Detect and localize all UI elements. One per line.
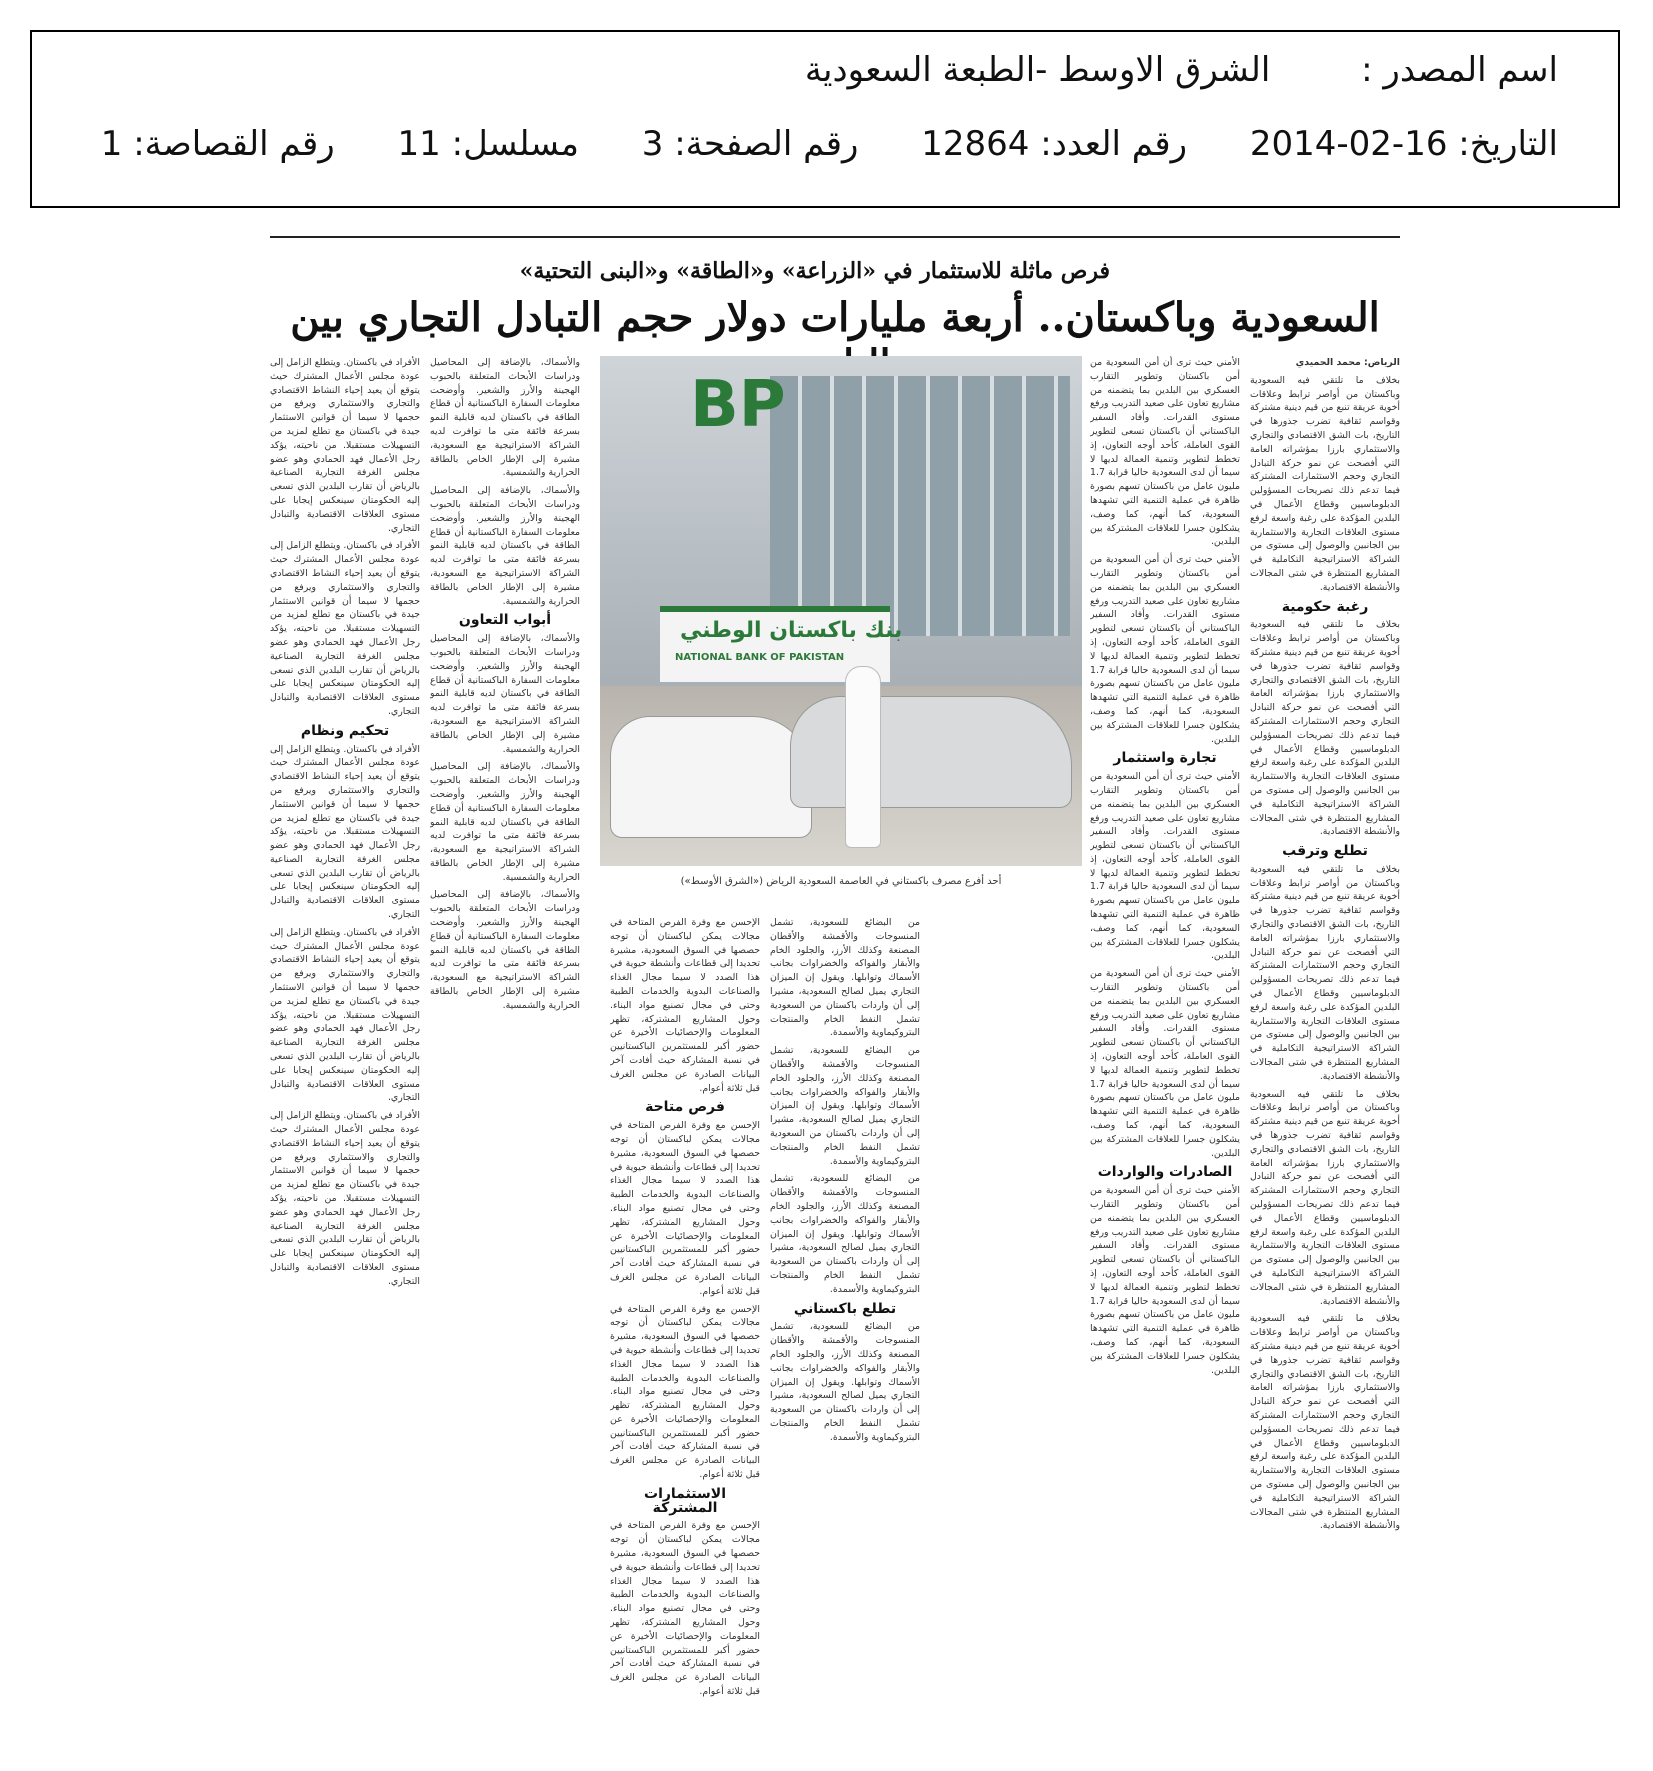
- paragraph: والأسماك، بالإضافة إلى المحاصيل ودراسات الأبحاث المتعلقة بالحبوب الهجينة والأرز والشعير. وأوضحت معلومات السفارة الباكستانية أن قطاع الطاقة في باكستان لديه قابلية النمو بسرعة فائقة متى ما توافرت لديه الشراكة الاستراتيجية مع السعودية، مشيرة إلى الإطار الخاص بالطاقة الحرارية والشمسية.: [430, 889, 580, 1011]
- silver-car: [790, 696, 1072, 808]
- subhead: تطلع باكستاني: [793, 1300, 897, 1317]
- clip-field: رقم القصاصة: 1: [100, 124, 335, 164]
- paragraph: الإحسن مع وفرة الفرص المتاحة في مجالات يمكن لباكستان أن توجه حصصها في السوق السعودية، مشيرة تحديدا إلى قطاعات وأنشطة حيوية في هذا الصدد لا سيما مجال الغذاء والصناعات البدوية والخدمات الطبية وحتى في مجال تصنيع مواد البناء. وحول المشاريع المشتركة، تظهر المعلومات والإحصائيات الأخيرة عن حضور أكبر للمستثمرين الباكستانيين في نسبة المشاركة حيث أفادت آخر البيانات الصادرة عن مجلس الغرف قبل ثلاثة أعوام.: [610, 1120, 760, 1297]
- paragraph: الأمني حيث ترى أن أمن السعودية من أمن باكستان وتطوير التقارب العسكري بين البلدين بما يتضمنه من مشاريع تعاون على صعيد التدريب ورفع مستوى القدرات. وأفاد السفير الباكستاني أن باكستان تسعى لتطوير القوى العاملة، كأحد أوجه التعاون، إذ تخطط لتطوير وتنمية العمالة لديها لا سيما أن لدى السعودية حاليا قرابة 1.7 مليون عامل من باكستان تسهم بصورة ظاهرة في عملية التنمية التي تشهدها السعودية، كما أنهم، كما وصف، يشكلون جسرا للعلاقات المشتركة بين البلدين.: [1090, 1185, 1240, 1376]
- paragraph: والأسماك، بالإضافة إلى المحاصيل ودراسات الأبحاث المتعلقة بالحبوب الهجينة والأرز والشعير. وأوضحت معلومات السفارة الباكستانية أن قطاع الطاقة في باكستان لديه قابلية النمو بسرعة فائقة متى ما توافرت لديه الشراكة الاستراتيجية مع السعودية، مشيرة إلى الإطار الخاص بالطاقة الحرارية والشمسية.: [430, 633, 580, 755]
- paragraph: الأمني حيث ترى أن أمن السعودية من أمن باكستان وتطوير التقارب العسكري بين البلدين بما يتضمنه من مشاريع تعاون على صعيد التدريب ورفع مستوى القدرات. وأفاد السفير الباكستاني أن باكستان تسعى لتطوير القوى العاملة، كأحد أوجه التعاون، إذ تخطط لتطوير وتنمية العمالة لديها لا سيما أن لدى السعودية حاليا قرابة 1.7 مليون عامل من باكستان تسهم بصورة ظاهرة في عملية التنمية التي تشهدها السعودية، كما أنهم، كما وصف، يشكلون جسرا للعلاقات المشتركة بين البلدين.: [1090, 357, 1240, 548]
- column-3: [770, 916, 920, 1726]
- paragraph: الإحسن مع وفرة الفرص المتاحة في مجالات يمكن لباكستان أن توجه حصصها في السوق السعودية، مشيرة تحديدا إلى قطاعات وأنشطة حيوية في هذا الصدد لا سيما مجال الغذاء والصناعات البدوية والخدمات الطبية وحتى في مجال تصنيع مواد البناء. وحول المشاريع المشتركة، تظهر المعلومات والإحصائيات الأخيرة عن حضور أكبر للمستثمرين الباكستانيين في نسبة المشاركة حيث أفادت آخر البيانات الصادرة عن مجلس الغرف قبل ثلاثة أعوام.: [610, 917, 760, 1094]
- subhead: تطلع وترقب: [1282, 843, 1368, 860]
- paragraph: الأفراد في باكستان. ويتطلع الزامل إلى عودة مجلس الأعمال المشترك حيث يتوقع أن يعيد إحياء النشاط الاقتصادي والتجاري والاستثماري ويرفع من حجمها لا سيما أن قوانين الاستثمار جيدة في باكستان مع تطلع لمزيد من التسهيلات مستقبلا. من ناحيته، يؤكد رجل الأعمال فهد الحمادي وهو عضو مجلس الغرفة التجارية الصناعية بالرياض أن تقارب البلدين الذي تسعى إليه الحكومتان سينعكس إيجابا على مستوى العلاقات الاقتصادية والتبادل التجاري.: [270, 743, 420, 921]
- byline: الرياض: محمد الحميدي: [1295, 357, 1400, 368]
- source-row: [805, 50, 1558, 90]
- paragraph: من البضائع للسعودية، تشمل المنسوجات والأقمشة والأقطان المصنعة وكذلك الأرز، والجلود الخام والأبقار والفواكه والخضراوات بجانب الأسماك وتوابلها. ويقول إن الميزان التجاري يميل لصالح السعودية، مشيرا إلى أن واردات باكستان من السعودية تشمل النفط الخام والمنتجات البتروكيماوية والأسمدة.: [770, 1173, 920, 1295]
- paragraph: الأمني حيث ترى أن أمن السعودية من أمن باكستان وتطوير التقارب العسكري بين البلدين بما يتضمنه من مشاريع تعاون على صعيد التدريب ورفع مستوى القدرات. وأفاد السفير الباكستاني أن باكستان تسعى لتطوير القوى العاملة، كأحد أوجه التعاون، إذ تخطط لتطوير وتنمية العمالة لديها لا سيما أن لدى السعودية حاليا قرابة 1.7 مليون عامل من باكستان تسهم بصورة ظاهرة في عملية التنمية التي تشهدها السعودية، كما أنهم، كما وصف، يشكلون جسرا للعلاقات المشتركة بين البلدين.: [1090, 771, 1240, 962]
- subhead: الاستثمارات المشتركة: [644, 1485, 726, 1516]
- paragraph: بخلاف ما تلتقي فيه السعودية وباكستان من أواصر ترابط وعلاقات أخوية عريقة تنبع من قيم دينية مشتركة وقواسم ثقافية تضرب جذورها في التاريخ، بات الشق الاقتصادي والتجاري والاستثماري بارزا بمؤشراته العامة التي أفصحت عن نمو حركة التبادل التجاري وحجم الاستثمارات المشتركة فيما تدعم ذلك تصريحات المسؤولين الدبلوماسيين وقطاع الأعمال في البلدين المؤكدة على رغبة واسعة لرفع مستوى العلاقات التجارية والاستثمارية بين الجانبين والوصول إلى مستوى من الشراكة الاستراتيجية التكاملية في المشاريع المنتظرة في شتى المجالات والأنشطة الاقتصادية.: [1250, 374, 1400, 593]
- newspaper-clipping: [270, 236, 1400, 1746]
- paragraph: الأمني حيث ترى أن أمن السعودية من أمن باكستان وتطوير التقارب العسكري بين البلدين بما يتضمنه من مشاريع تعاون على صعيد التدريب ورفع مستوى القدرات. وأفاد السفير الباكستاني أن باكستان تسعى لتطوير القوى العاملة، كأحد أوجه التعاون، إذ تخطط لتطوير وتنمية العمالة لديها لا سيما أن لدى السعودية حاليا قرابة 1.7 مليون عامل من باكستان تسهم بصورة ظاهرة في عملية التنمية التي تشهدها السعودية، كما أنهم، كما وصف، يشكلون جسرا للعلاقات المشتركة بين البلدين.: [1090, 554, 1240, 745]
- column-6: [270, 356, 420, 1726]
- page-field: رقم الصفحة: 3: [641, 124, 859, 164]
- paragraph: بخلاف ما تلتقي فيه السعودية وباكستان من أواصر ترابط وعلاقات أخوية عريقة تنبع من قيم دينية مشتركة وقواسم ثقافية تضرب جذورها في التاريخ، بات الشق الاقتصادي والتجاري والاستثماري بارزا بمؤشراته العامة التي أفصحت عن نمو حركة التبادل التجاري وحجم الاستثمارات المشتركة فيما تدعم ذلك تصريحات المسؤولين الدبلوماسيين وقطاع الأعمال في البلدين المؤكدة على رغبة واسعة لرفع مستوى العلاقات التجارية والاستثمارية بين الجانبين والوصول إلى مستوى من الشراكة الاستراتيجية التكاملية في المشاريع المنتظرة في شتى المجالات والأنشطة الاقتصادية.: [1250, 1313, 1400, 1532]
- paragraph: الإحسن مع وفرة الفرص المتاحة في مجالات يمكن لباكستان أن توجه حصصها في السوق السعودية، مشيرة تحديدا إلى قطاعات وأنشطة حيوية في هذا الصدد لا سيما مجال الغذاء والصناعات البدوية والخدمات الطبية وحتى في مجال تصنيع مواد البناء. وحول المشاريع المشتركة، تظهر المعلومات والإحصائيات الأخيرة عن حضور أكبر للمستثمرين الباكستانيين في نسبة المشاركة حيث أفادت آخر البيانات الصادرة عن مجلس الغرف قبل ثلاثة أعوام.: [610, 1303, 760, 1481]
- bank-sign-english: NATIONAL BANK OF PAKISTAN: [675, 652, 845, 663]
- paragraph: الأمني حيث ترى أن أمن السعودية من أمن باكستان وتطوير التقارب العسكري بين البلدين بما يتضمنه من مشاريع تعاون على صعيد التدريب ورفع مستوى القدرات. وأفاد السفير الباكستاني أن باكستان تسعى لتطوير القوى العاملة، كأحد أوجه التعاون، إذ تخطط لتطوير وتنمية العمالة لديها لا سيما أن لدى السعودية حاليا قرابة 1.7 مليون عامل من باكستان تسهم بصورة ظاهرة في عملية التنمية التي تشهدها السعودية، كما أنهم، كما وصف، يشكلون جسرا للعلاقات المشتركة بين البلدين.: [1090, 968, 1240, 1159]
- subhead: تجارة واستثمار: [1113, 750, 1217, 767]
- paragraph: من البضائع للسعودية، تشمل المنسوجات والأقمشة والأقطان المصنعة وكذلك الأرز، والجلود الخام والأبقار والفواكه والخضراوات بجانب الأسماك وتوابلها. ويقول إن الميزان التجاري يميل لصالح السعودية، مشيرا إلى أن واردات باكستان من السعودية تشمل النفط الخام والمنتجات البتروكيماوية والأسمدة.: [770, 1321, 920, 1443]
- date-field: التاريخ: 16-02-2014: [1249, 124, 1558, 164]
- column-4: [610, 916, 760, 1726]
- building-windows: [770, 376, 1070, 636]
- paragraph: الإحسن مع وفرة الفرص المتاحة في مجالات يمكن لباكستان أن توجه حصصها في السوق السعودية، مشيرة تحديدا إلى قطاعات وأنشطة حيوية في هذا الصدد لا سيما مجال الغذاء والصناعات البدوية والخدمات الطبية وحتى في مجال تصنيع مواد البناء. وحول المشاريع المشتركة، تظهر المعلومات والإحصائيات الأخيرة عن حضور أكبر للمستثمرين الباكستانيين في نسبة المشاركة حيث أفادت آخر البيانات الصادرة عن مجلس الغرف قبل ثلاثة أعوام.: [610, 1520, 760, 1698]
- paragraph: بخلاف ما تلتقي فيه السعودية وباكستان من أواصر ترابط وعلاقات أخوية عريقة تنبع من قيم دينية مشتركة وقواسم ثقافية تضرب جذورها في التاريخ، بات الشق الاقتصادي والتجاري والاستثماري بارزا بمؤشراته العامة التي أفصحت عن نمو حركة التبادل التجاري وحجم الاستثمارات المشتركة فيما تدعم ذلك تصريحات المسؤولين الدبلوماسيين وقطاع الأعمال في البلدين المؤكدة على رغبة واسعة لرفع مستوى العلاقات التجارية والاستثمارية بين الجانبين والوصول إلى مستوى من الشراكة الاستراتيجية التكاملية في المشاريع المنتظرة في شتى المجالات والأنشطة الاقتصادية.: [1250, 619, 1400, 838]
- paragraph: الأفراد في باكستان. ويتطلع الزامل إلى عودة مجلس الأعمال المشترك حيث يتوقع أن يعيد إحياء النشاط الاقتصادي والتجاري والاستثماري ويرفع من حجمها لا سيما أن قوانين الاستثمار جيدة في باكستان مع تطلع لمزيد من التسهيلات مستقبلا. من ناحيته، يؤكد رجل الأعمال فهد الحمادي وهو عضو مجلس الغرفة التجارية الصناعية بالرياض أن تقارب البلدين الذي تسعى إليه الحكومتان سينعكس إيجابا على مستوى العلاقات الاقتصادية والتبادل التجاري.: [270, 357, 420, 534]
- paragraph: بخلاف ما تلتقي فيه السعودية وباكستان من أواصر ترابط وعلاقات أخوية عريقة تنبع من قيم دينية مشتركة وقواسم ثقافية تضرب جذورها في التاريخ، بات الشق الاقتصادي والتجاري والاستثماري بارزا بمؤشراته العامة التي أفصحت عن نمو حركة التبادل التجاري وحجم الاستثمارات المشتركة فيما تدعم ذلك تصريحات المسؤولين الدبلوماسيين وقطاع الأعمال في البلدين المؤكدة على رغبة واسعة لرفع مستوى العلاقات التجارية والاستثمارية بين الجانبين والوصول إلى مستوى من الشراكة الاستراتيجية التكاملية في المشاريع المنتظرة في شتى المجالات والأنشطة الاقتصادية.: [1250, 863, 1400, 1082]
- photo-caption: أحد أفرع مصرف باكستاني في العاصمة السعودية الرياض («الشرق الأوسط»): [680, 876, 1002, 887]
- column-1: [1250, 356, 1400, 1726]
- subhead: فرص متاحة: [645, 1099, 725, 1116]
- column-5: [430, 356, 580, 1726]
- paragraph: من البضائع للسعودية، تشمل المنسوجات والأقمشة والأقطان المصنعة وكذلك الأرز، والجلود الخام والأبقار والفواكه والخضراوات بجانب الأسماك وتوابلها. ويقول إن الميزان التجاري يميل لصالح السعودية، مشيرا إلى أن واردات باكستان من السعودية تشمل النفط الخام والمنتجات البتروكيماوية والأسمدة.: [770, 917, 920, 1039]
- pedestrian: [845, 666, 881, 848]
- bank-photo: [600, 356, 1082, 866]
- clipping-header: [30, 30, 1620, 208]
- bank-sign-arabic: بنك باكستان الوطني: [680, 618, 903, 643]
- paragraph: الأفراد في باكستان. ويتطلع الزامل إلى عودة مجلس الأعمال المشترك حيث يتوقع أن يعيد إحياء النشاط الاقتصادي والتجاري والاستثماري ويرفع من حجمها لا سيما أن قوانين الاستثمار جيدة في باكستان مع تطلع لمزيد من التسهيلات مستقبلا. من ناحيته، يؤكد رجل الأعمال فهد الحمادي وهو عضو مجلس الغرفة التجارية الصناعية بالرياض أن تقارب البلدين الذي تسعى إليه الحكومتان سينعكس إيجابا على مستوى العلاقات الاقتصادية والتبادل التجاري.: [270, 926, 420, 1104]
- headline: السعودية وباكستان.. أربعة مليارات دولار حجم التبادل التجاري بين: [290, 294, 1380, 341]
- source-value: الشرق الاوسط -الطبعة السعودية: [804, 50, 1271, 90]
- paragraph: والأسماك، بالإضافة إلى المحاصيل ودراسات الأبحاث المتعلقة بالحبوب الهجينة والأرز والشعير. وأوضحت معلومات السفارة الباكستانية أن قطاع الطاقة في باكستان لديه قابلية النمو بسرعة فائقة متى ما توافرت لديه الشراكة الاستراتيجية مع السعودية، مشيرة إلى الإطار الخاص بالطاقة الحرارية والشمسية.: [430, 485, 580, 607]
- issue-field: رقم العدد: 12864: [921, 124, 1188, 164]
- serial-field: مسلسل: 11: [397, 124, 579, 164]
- meta-row: [49, 124, 1558, 164]
- paragraph: والأسماك، بالإضافة إلى المحاصيل ودراسات الأبحاث المتعلقة بالحبوب الهجينة والأرز والشعير. وأوضحت معلومات السفارة الباكستانية أن قطاع الطاقة في باكستان لديه قابلية النمو بسرعة فائقة متى ما توافرت لديه الشراكة الاستراتيجية مع السعودية، مشيرة إلى الإطار الخاص بالطاقة الحرارية والشمسية.: [430, 761, 580, 883]
- subhead: أبواب التعاون: [458, 612, 552, 629]
- white-car: [610, 716, 812, 838]
- paragraph: الأفراد في باكستان. ويتطلع الزامل إلى عودة مجلس الأعمال المشترك حيث يتوقع أن يعيد إحياء النشاط الاقتصادي والتجاري والاستثماري ويرفع من حجمها لا سيما أن قوانين الاستثمار جيدة في باكستان مع تطلع لمزيد من التسهيلات مستقبلا. من ناحيته، يؤكد رجل الأعمال فهد الحمادي وهو عضو مجلس الغرفة التجارية الصناعية بالرياض أن تقارب البلدين الذي تسعى إليه الحكومتان سينعكس إيجابا على مستوى العلاقات الاقتصادية والتبادل التجاري.: [270, 540, 420, 717]
- bank-logo-letters: BP: [690, 368, 786, 442]
- kicker: فرص ماثلة للاستثمار في «الزراعة» و«الطاقة» و«البنى التحتية»: [519, 258, 1110, 284]
- subhead: رغبة حكومية: [1281, 598, 1369, 615]
- subhead: تحكيم ونظام: [300, 722, 390, 739]
- column-2: [1090, 356, 1240, 1726]
- paragraph: بخلاف ما تلتقي فيه السعودية وباكستان من أواصر ترابط وعلاقات أخوية عريقة تنبع من قيم دينية مشتركة وقواسم ثقافية تضرب جذورها في التاريخ، بات الشق الاقتصادي والتجاري والاستثماري بارزا بمؤشراته العامة التي أفصحت عن نمو حركة التبادل التجاري وحجم الاستثمارات المشتركة فيما تدعم ذلك تصريحات المسؤولين الدبلوماسيين وقطاع الأعمال في البلدين المؤكدة على رغبة واسعة لرفع مستوى العلاقات التجارية والاستثمارية بين الجانبين والوصول إلى مستوى من الشراكة الاستراتيجية التكاملية في المشاريع المنتظرة في شتى المجالات والأنشطة الاقتصادية.: [1250, 1088, 1400, 1307]
- top-rule: [270, 236, 1400, 238]
- paragraph: والأسماك، بالإضافة إلى المحاصيل ودراسات الأبحاث المتعلقة بالحبوب الهجينة والأرز والشعير. وأوضحت معلومات السفارة الباكستانية أن قطاع الطاقة في باكستان لديه قابلية النمو بسرعة فائقة متى ما توافرت لديه الشراكة الاستراتيجية مع السعودية، مشيرة إلى الإطار الخاص بالطاقة الحرارية والشمسية.: [430, 357, 580, 479]
- paragraph: من البضائع للسعودية، تشمل المنسوجات والأقمشة والأقطان المصنعة وكذلك الأرز، والجلود الخام والأبقار والفواكه والخضراوات بجانب الأسماك وتوابلها. ويقول إن الميزان التجاري يميل لصالح السعودية، مشيرا إلى أن واردات باكستان من السعودية تشمل النفط الخام والمنتجات البتروكيماوية والأسمدة.: [770, 1045, 920, 1167]
- subhead: الصادرات والواردات: [1097, 1164, 1233, 1181]
- source-label: اسم المصدر :: [1361, 50, 1558, 90]
- paragraph: الأفراد في باكستان. ويتطلع الزامل إلى عودة مجلس الأعمال المشترك حيث يتوقع أن يعيد إحياء النشاط الاقتصادي والتجاري والاستثماري ويرفع من حجمها لا سيما أن قوانين الاستثمار جيدة في باكستان مع تطلع لمزيد من التسهيلات مستقبلا. من ناحيته، يؤكد رجل الأعمال فهد الحمادي وهو عضو مجلس الغرفة التجارية الصناعية بالرياض أن تقارب البلدين الذي تسعى إليه الحكومتان سينعكس إيجابا على مستوى العلاقات الاقتصادية والتبادل التجاري.: [270, 1110, 420, 1287]
